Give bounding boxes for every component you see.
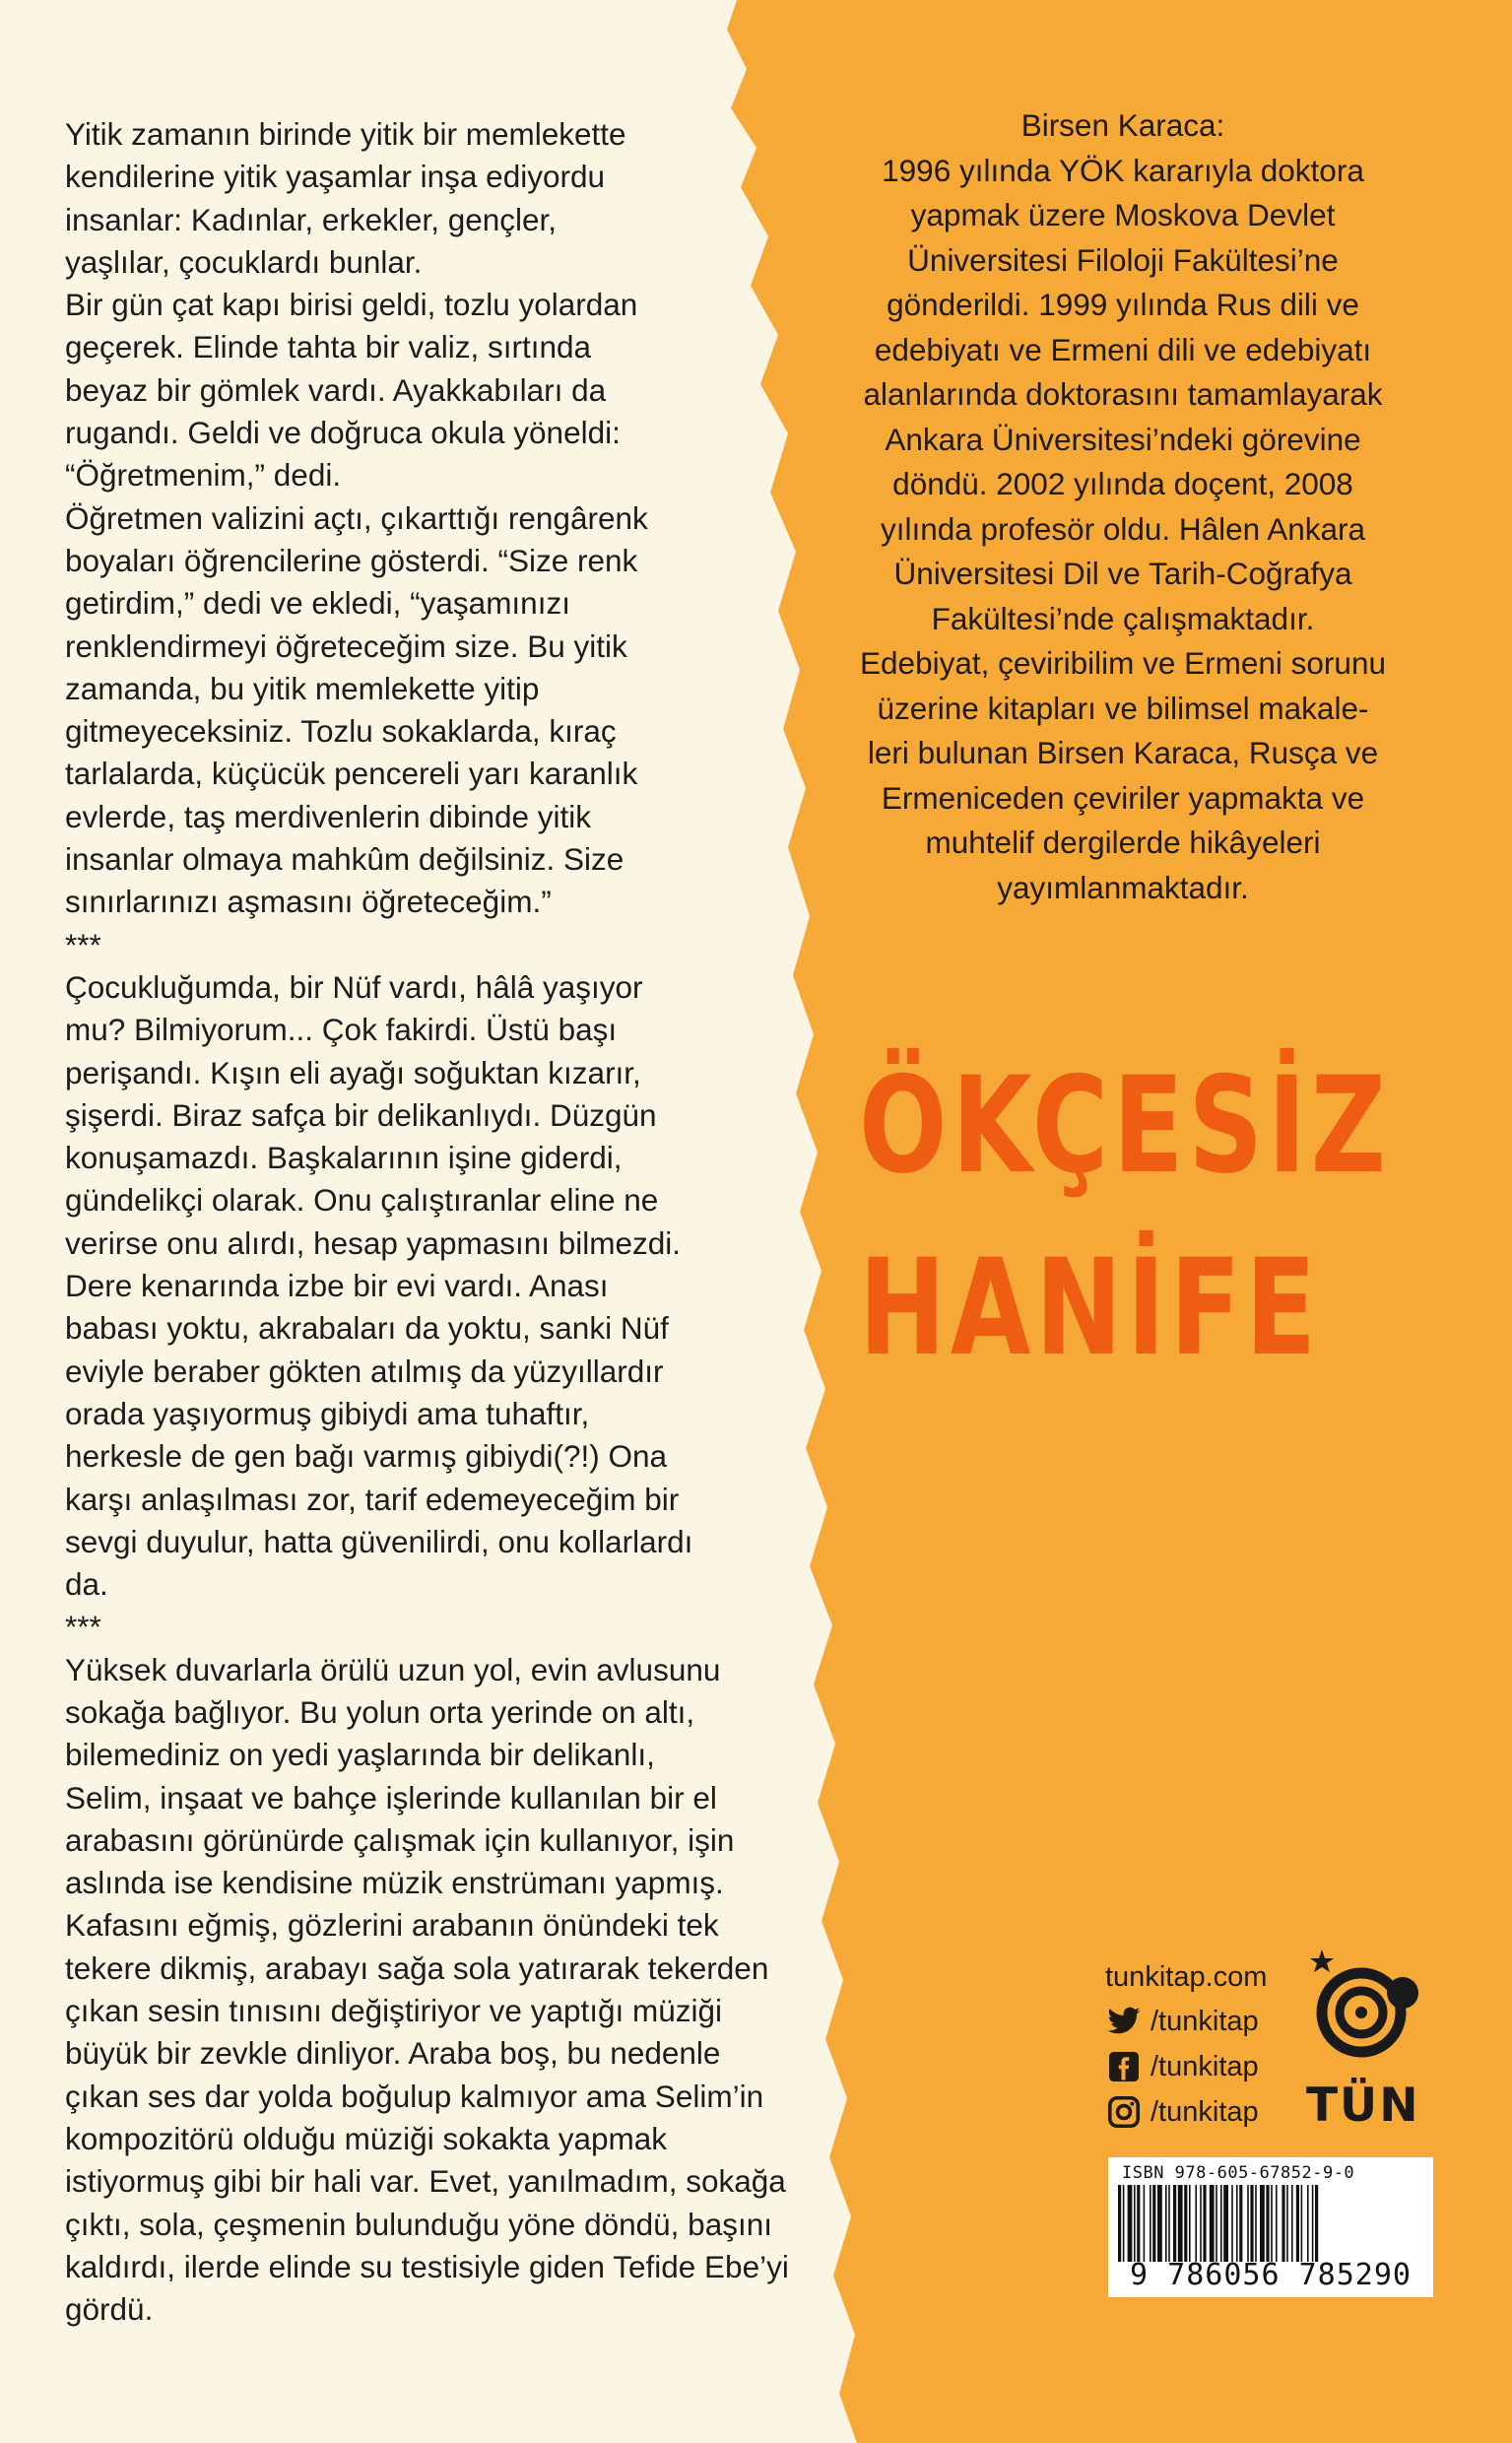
barcode-bars bbox=[1118, 2185, 1423, 2264]
excerpt-line: *** bbox=[65, 1609, 101, 1645]
instagram-handle: /tunkitap bbox=[1150, 2095, 1259, 2128]
barcode-bar bbox=[1231, 2185, 1233, 2262]
excerpt-line: tarlalarda, küçücük pencereli yarı karanlık bbox=[65, 756, 638, 792]
bio-line: Edebiyat, çeviribilim ve Ermeni sorunu bbox=[860, 645, 1386, 681]
excerpt-line: beyaz bir gömlek vardı. Ayakkabıları da bbox=[65, 371, 607, 408]
bio-line: Ermeniceden çeviriler yapmakta ve bbox=[881, 779, 1365, 816]
excerpt-line: Selim, inşaat ve bahçe işlerinde kullanılan bir el bbox=[65, 1779, 717, 1816]
barcode-bar bbox=[1210, 2185, 1215, 2262]
excerpt-line: geçerek. Elinde tahta bir valiz, sırtında bbox=[65, 329, 592, 365]
excerpt-line: eviyle beraber gökten atılmış da yüzyıllardır bbox=[65, 1353, 664, 1389]
excerpt-line: insanlar olmaya mahkûm değilsiniz. Size bbox=[65, 841, 625, 878]
barcode-bar bbox=[1291, 2185, 1293, 2262]
bio-line: Üniversitesi Dil ve Tarih-Coğrafya bbox=[893, 556, 1352, 591]
bio-line: yayımlanmaktadır. bbox=[997, 869, 1249, 905]
barcode-bar bbox=[1236, 2185, 1238, 2262]
isbn-label: ISBN 978-605-67852-9-0 bbox=[1122, 2163, 1355, 2183]
barcode-bar bbox=[1137, 2185, 1140, 2262]
excerpt-line: verirse onu alırdı, hesap yapmasını bilmezdi. bbox=[65, 1224, 682, 1261]
bio-line: üzerine kitapları ve bilimsel makale- bbox=[877, 690, 1369, 726]
publisher-logo-text: TÜN bbox=[1306, 2079, 1420, 2133]
bio-line: muhtelif dergilerde hikâyeleri bbox=[925, 825, 1321, 860]
bio-line: döndü. 2002 yılında doçent, 2008 bbox=[892, 466, 1353, 501]
excerpt-line: çıktı, sola, çeşmenin bulunduğu yöne döndü, başını bbox=[65, 2206, 772, 2242]
excerpt-line: Yüksek duvarlarla örülü uzun yol, evin avlusunu bbox=[65, 1651, 721, 1687]
excerpt-line: rugandı. Geldi ve doğruca okula yöneldi: bbox=[65, 415, 621, 451]
excerpt-line: karşı anlaşılması zor, tarif edemeyeceğim bir bbox=[65, 1481, 680, 1517]
barcode-bar bbox=[1250, 2185, 1253, 2262]
bio-line: Üniversitesi Filoloji Fakültesi’ne bbox=[907, 241, 1339, 278]
bio-line: 1996 yılında YÖK kararıyla doktora bbox=[882, 152, 1364, 188]
excerpt-line: da. bbox=[65, 1566, 108, 1603]
barcode-bar bbox=[1255, 2185, 1257, 2262]
author-biography bbox=[818, 103, 1428, 910]
facebook-link[interactable] bbox=[1105, 2044, 1317, 2089]
back-cover-excerpt bbox=[65, 113, 902, 2331]
excerpt-line: büyük bir zevkle dinliyor. Araba boş, bu nedenle bbox=[65, 2035, 721, 2072]
publisher-contacts bbox=[1105, 1955, 1317, 2135]
excerpt-line: perişandı. Kışın eli ayağı soğuktan kızarır, bbox=[65, 1054, 641, 1090]
bio-line: Fakültesi’nde çalışmaktadır. bbox=[931, 600, 1315, 636]
excerpt-line: Dere kenarında izbe bir evi vardı. Anası bbox=[65, 1268, 609, 1304]
bio-line: yılında profesör oldu. Hâlen Ankara bbox=[880, 510, 1366, 547]
twitter-handle: /tunkitap bbox=[1150, 2005, 1259, 2037]
barcode-bar bbox=[1296, 2185, 1299, 2262]
barcode-bar bbox=[1118, 2185, 1121, 2262]
excerpt-line: babası yoktu, akrabaları da yoktu, sanki Nüf bbox=[65, 1310, 669, 1347]
excerpt-line: Bir gün çat kapı birisi geldi, tozlu yolardan bbox=[65, 287, 638, 323]
facebook-handle: /tunkitap bbox=[1150, 2050, 1259, 2082]
barcode-bar bbox=[1150, 2185, 1151, 2262]
excerpt-line: zamanda, bu yitik memlekette yitip bbox=[65, 670, 540, 706]
excerpt-line: evlerde, taş merdivenlerin dibinde yitik bbox=[65, 798, 592, 834]
title-line-2: HANİFE bbox=[859, 1230, 1321, 1385]
excerpt-line: boyaları öğrencilerine gösterdi. “Size renk bbox=[65, 542, 638, 578]
barcode-bar bbox=[1247, 2185, 1249, 2262]
barcode-bar bbox=[1276, 2185, 1278, 2262]
excerpt-line: “Öğretmenim,” dedi. bbox=[65, 457, 342, 494]
excerpt-line: tekere dikmiş, arabayı sağa sola yatırarak tekerden bbox=[65, 1949, 769, 1986]
barcode-bar bbox=[1307, 2185, 1309, 2262]
barcode-bar bbox=[1123, 2185, 1125, 2262]
barcode-bar bbox=[1220, 2185, 1222, 2262]
barcode-bar bbox=[1301, 2185, 1303, 2262]
excerpt-line: konuşamazdı. Başkalarının işine giderdi, bbox=[65, 1140, 623, 1176]
barcode-bar bbox=[1128, 2185, 1133, 2262]
excerpt-line: çıkan sesin tınısını değiştiriyor ve yaptığı müziği bbox=[65, 1993, 723, 2029]
excerpt-line: *** bbox=[65, 926, 101, 962]
excerpt-line: yaşlılar, çocuklardı bunlar. bbox=[65, 243, 423, 280]
excerpt-line: insanlar: Kadınlar, erkekler, gençler, bbox=[65, 201, 558, 237]
twitter-icon bbox=[1105, 2004, 1143, 2039]
excerpt-line: bilemediniz on yedi yaşlarında bir delikanlı, bbox=[65, 1737, 655, 1773]
barcode-number: 9 786056 785290 bbox=[1130, 2258, 1412, 2292]
bio-line: yapmak üzere Moskova Devlet bbox=[910, 197, 1336, 232]
excerpt-line: gitmeyeceksiniz. Tozlu sokaklarda, kıraç bbox=[65, 713, 617, 750]
excerpt-line: gördü. bbox=[65, 2291, 154, 2328]
barcode-bar bbox=[1223, 2185, 1228, 2262]
barcode-bar bbox=[1271, 2185, 1273, 2262]
barcode-bar bbox=[1144, 2185, 1146, 2262]
excerpt-line: sokağa bağlıyor. Bu yolun orta yerinde on altı, bbox=[65, 1693, 695, 1730]
barcode-bar bbox=[1134, 2185, 1136, 2262]
excerpt-line: aslında ise kendisine müzik enstrümanı yapmış. bbox=[65, 1865, 724, 1901]
barcode-bar bbox=[1239, 2185, 1242, 2262]
excerpt-line: istiyormuş gibi bir hali var. Evet, yanılmadım, sokağa bbox=[65, 2163, 786, 2200]
barcode-bar bbox=[1184, 2185, 1187, 2262]
excerpt-line: sınırlarınızı aşmasını öğreteceğim.” bbox=[65, 884, 552, 920]
excerpt-line: Öğretmen valizini açtı, çıkarttığı rengârenk bbox=[65, 499, 648, 536]
barcode-bar bbox=[1315, 2185, 1318, 2262]
excerpt-line: Yitik zamanın birinde yitik bir memlekette bbox=[65, 116, 626, 152]
barcode-bar bbox=[1165, 2185, 1167, 2262]
excerpt-line: Kafasını eğmiş, gözlerini arabanın önündeki tek bbox=[65, 1907, 719, 1944]
excerpt-line: çıkan ses dar yolda boğulup kalmıyor ama Selim’in bbox=[65, 2078, 764, 2114]
excerpt-line: herkesle de gen bağı varmış gibiydi(?!) Ona bbox=[65, 1438, 668, 1475]
isbn-barcode bbox=[1108, 2157, 1433, 2297]
barcode-bar bbox=[1168, 2185, 1170, 2262]
excerpt-line: sevgi duyulur, hatta güvenilirdi, onu kollarlardı bbox=[65, 1523, 693, 1559]
book-title bbox=[859, 1034, 1391, 1399]
bio-line: edebiyatı ve Ermeni dili ve edebiyatı bbox=[874, 331, 1372, 367]
excerpt-line: arabasını görünürde çalışmak için kullanıyor, işin bbox=[65, 1821, 735, 1858]
excerpt-line: kompozitörü olduğu müziği sokakta yapmak bbox=[65, 2120, 668, 2156]
barcode-bar bbox=[1189, 2185, 1191, 2262]
excerpt-line: kaldırdı, ilerde elinde su testisiyle giden Tefide Ebe’yi bbox=[65, 2248, 789, 2284]
barcode-bar bbox=[1157, 2185, 1162, 2262]
excerpt-line: getirdim,” dedi ve ekledi, “yaşamınızı bbox=[65, 585, 570, 622]
barcode-bar bbox=[1260, 2185, 1265, 2262]
barcode-bar bbox=[1152, 2185, 1155, 2262]
excerpt-line: şişerdi. Biraz safça bir delikanlıydı. Düzgün bbox=[65, 1096, 657, 1133]
excerpt-line: mu? Bilmiyorum... Çok fakirdi. Üstü başı bbox=[65, 1012, 618, 1048]
excerpt-line: Çocukluğumda, bir Nüf vardı, hâlâ yaşıyor bbox=[65, 968, 643, 1005]
instagram-icon bbox=[1105, 2094, 1143, 2130]
twitter-link[interactable] bbox=[1105, 1999, 1317, 2044]
bio-line: alanlarında doktorasını tamamlayarak bbox=[863, 376, 1383, 412]
excerpt-line: gündelikçi olarak. Onu çalıştıranlar eline ne bbox=[65, 1182, 659, 1219]
barcode-bar bbox=[1312, 2185, 1314, 2262]
excerpt-line: kendilerine yitik yaşamlar inşa ediyordu bbox=[65, 159, 606, 195]
bio-line: leri bulunan Birsen Karaca, Rusça ve bbox=[867, 735, 1379, 770]
barcode-bar bbox=[1266, 2185, 1269, 2262]
barcode-bar bbox=[1203, 2185, 1206, 2262]
title-line-1: ÖKÇESİZ bbox=[859, 1048, 1391, 1203]
bio-line: gönderildi. 1999 yılında Rus dili ve bbox=[887, 287, 1359, 322]
barcode-bar bbox=[1195, 2185, 1197, 2262]
barcode-bar bbox=[1286, 2185, 1288, 2262]
instagram-link[interactable] bbox=[1105, 2089, 1317, 2135]
barcode-bar bbox=[1178, 2185, 1183, 2262]
website-link[interactable]: tunkitap.com bbox=[1105, 1961, 1268, 1993]
facebook-icon bbox=[1105, 2049, 1143, 2084]
excerpt-line: renklendirmeyi öğreteceğim size. Bu yitik bbox=[65, 627, 627, 664]
barcode-bar bbox=[1200, 2185, 1202, 2262]
excerpt-line: orada yaşıyormuş gibiydi ama tuhaftır, bbox=[65, 1395, 590, 1431]
barcode-bar bbox=[1216, 2185, 1217, 2262]
barcode-bar bbox=[1282, 2185, 1284, 2262]
bio-line: Ankara Üniversitesi’ndeki görevine bbox=[885, 421, 1361, 457]
bio-line: Birsen Karaca: bbox=[1020, 107, 1225, 143]
barcode-bar bbox=[1173, 2185, 1176, 2262]
